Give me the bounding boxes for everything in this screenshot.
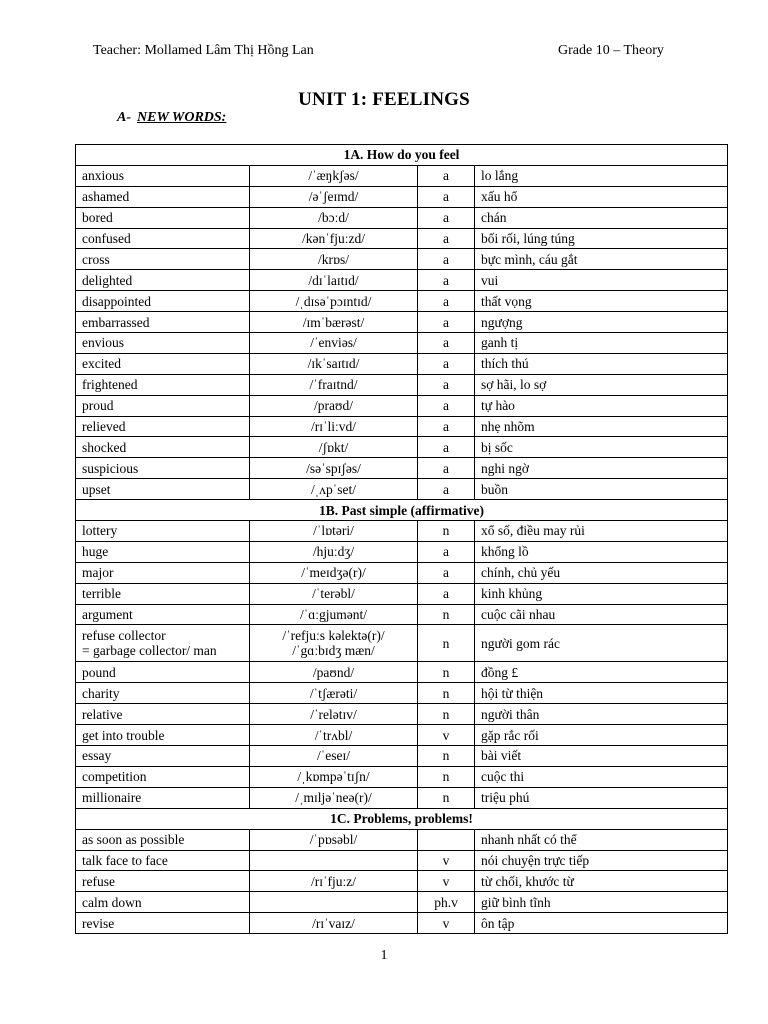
word-type-cell: a xyxy=(418,207,475,228)
vocab-row xyxy=(76,312,728,333)
group-heading: 1B. Past simple (affirmative) xyxy=(76,500,728,521)
word-cell xyxy=(76,683,250,704)
meaning-cell: cuộc thi xyxy=(475,766,728,787)
pronunciation-text: /ˈrefjuːs kəlektə(r)/ xyxy=(282,628,385,644)
vocab-row xyxy=(76,458,728,479)
word-text: terrible xyxy=(82,586,121,602)
page-title: UNIT 1: FEELINGS xyxy=(298,89,470,110)
pronunciation-text: /ˈrelətɪv/ xyxy=(310,706,357,722)
vocab-row xyxy=(76,625,728,662)
pronunciation-cell xyxy=(250,521,418,542)
pronunciation-cell xyxy=(250,913,418,934)
pronunciation-cell xyxy=(250,333,418,354)
vocab-row xyxy=(76,766,728,787)
word-cell xyxy=(76,850,250,871)
group-heading: 1A. How do you feel xyxy=(76,145,728,166)
word-text-alt: = garbage collector/ man xyxy=(82,643,217,659)
word-type-cell: a xyxy=(418,395,475,416)
word-cell xyxy=(76,625,250,662)
word-text: lottery xyxy=(82,523,118,539)
meaning-cell: nhanh nhất có thể xyxy=(475,829,728,850)
pronunciation-cell xyxy=(250,228,418,249)
pronunciation-cell xyxy=(250,829,418,850)
vocab-row xyxy=(76,850,728,871)
pronunciation-text: /rɪˈliːvd/ xyxy=(311,419,356,435)
pronunciation-text: /ˈɑːgjumənt/ xyxy=(299,607,368,623)
word-text: confused xyxy=(82,231,131,246)
word-cell xyxy=(76,291,250,312)
vocab-row xyxy=(76,437,728,458)
pronunciation-text-alt: /ˈgɑːbɪdʒ mæn/ xyxy=(292,643,375,659)
word-text: refuse xyxy=(82,873,115,889)
pronunciation-text: /əˈʃeɪmd/ xyxy=(308,189,359,205)
word-text: charity xyxy=(82,685,120,701)
pronunciation-text: /ˈfraɪtnd/ xyxy=(309,377,358,393)
word-text: huge xyxy=(82,544,109,560)
pronunciation-cell xyxy=(250,312,418,333)
word-type-cell: n xyxy=(418,683,475,704)
word-cell xyxy=(76,829,250,850)
word-type-cell xyxy=(418,829,475,850)
meaning-cell: chán xyxy=(475,207,728,228)
word-cell xyxy=(76,583,250,604)
pronunciation-text: /ˈpɒsəbl/ xyxy=(309,832,358,848)
pronunciation-cell xyxy=(250,353,418,374)
word-cell xyxy=(76,249,250,270)
vocab-row xyxy=(76,604,728,625)
pronunciation-text: /ˈtʃærəti/ xyxy=(309,685,358,701)
pronunciation-text: /ˈeseɪ/ xyxy=(317,748,350,764)
word-cell xyxy=(76,270,250,291)
pronunciation-cell xyxy=(250,270,418,291)
word-cell xyxy=(76,541,250,562)
word-type-cell: a xyxy=(418,374,475,395)
word-text: frightened xyxy=(82,377,138,393)
pronunciation-cell xyxy=(250,725,418,746)
word-cell xyxy=(76,913,250,934)
word-cell xyxy=(76,353,250,374)
vocabulary-table xyxy=(75,144,728,934)
word-text: revise xyxy=(82,915,115,931)
word-cell xyxy=(76,374,250,395)
vocab-row xyxy=(76,333,728,354)
word-text: ashamed xyxy=(82,189,130,205)
pronunciation-text: /hjuːdʒ/ xyxy=(312,544,355,560)
pronunciation-cell xyxy=(250,583,418,604)
pronunciation-cell xyxy=(250,787,418,808)
meaning-cell: triệu phú xyxy=(475,787,728,808)
word-text: major xyxy=(82,565,114,581)
vocab-row xyxy=(76,787,728,808)
pronunciation-cell xyxy=(250,186,418,207)
pronunciation-cell xyxy=(250,395,418,416)
pronunciation-cell xyxy=(250,625,418,662)
pronunciation-text: /praʊd/ xyxy=(314,398,353,414)
word-cell xyxy=(76,892,250,913)
word-text: bored xyxy=(82,210,113,226)
word-text: get into trouble xyxy=(82,727,165,743)
word-cell xyxy=(76,746,250,767)
meaning-cell: khổng lồ xyxy=(475,541,728,562)
pronunciation-text: /ˌdɪsəˈpɔɪntɪd/ xyxy=(295,293,372,309)
vocab-row xyxy=(76,871,728,892)
word-type-cell: v xyxy=(418,913,475,934)
meaning-cell: vui xyxy=(475,270,728,291)
word-text: excited xyxy=(82,356,121,372)
pronunciation-text: /ˈterəbl/ xyxy=(312,586,355,602)
vocab-row xyxy=(76,207,728,228)
word-text: calm down xyxy=(82,894,142,910)
vocab-row xyxy=(76,395,728,416)
meaning-cell: lo lắng xyxy=(475,165,728,186)
word-text: refuse collector xyxy=(82,628,166,644)
word-text: delighted xyxy=(82,272,133,288)
word-type-cell: a xyxy=(418,458,475,479)
pronunciation-cell xyxy=(250,249,418,270)
word-type-cell: a xyxy=(418,291,475,312)
pronunciation-text: /krɒs/ xyxy=(317,251,350,267)
pronunciation-text: /ˈlɒtəri/ xyxy=(313,523,354,539)
pronunciation-cell xyxy=(250,683,418,704)
pronunciation-cell xyxy=(250,416,418,437)
vocab-row xyxy=(76,541,728,562)
pronunciation-cell xyxy=(250,437,418,458)
word-cell xyxy=(76,165,250,186)
word-text: cross xyxy=(82,251,110,267)
pronunciation-text: /rɪˈfjuːz/ xyxy=(311,873,356,889)
vocab-row xyxy=(76,704,728,725)
vocab-row xyxy=(76,725,728,746)
vocab-row xyxy=(76,270,728,291)
word-cell xyxy=(76,333,250,354)
vocab-row xyxy=(76,416,728,437)
meaning-cell: buồn xyxy=(475,479,728,500)
word-cell xyxy=(76,766,250,787)
vocab-row xyxy=(76,374,728,395)
pronunciation-cell xyxy=(250,871,418,892)
word-type-cell: a xyxy=(418,562,475,583)
word-text: disappointed xyxy=(82,293,151,309)
word-cell xyxy=(76,479,250,500)
word-text: anxious xyxy=(82,168,124,184)
word-text: as soon as possible xyxy=(82,832,185,848)
word-type-cell: a xyxy=(418,583,475,604)
word-text: millionaire xyxy=(82,790,142,806)
word-cell xyxy=(76,395,250,416)
pronunciation-cell xyxy=(250,207,418,228)
pronunciation-cell xyxy=(250,604,418,625)
pronunciation-text: /paʊnd/ xyxy=(312,664,355,680)
vocab-row xyxy=(76,829,728,850)
pronunciation-cell xyxy=(250,165,418,186)
word-text: upset xyxy=(82,481,111,497)
word-type-cell: a xyxy=(418,353,475,374)
word-cell xyxy=(76,207,250,228)
word-cell xyxy=(76,458,250,479)
pronunciation-text: /ˈmeɪdʒə(r)/ xyxy=(301,565,366,581)
word-text: argument xyxy=(82,607,133,623)
vocab-row xyxy=(76,746,728,767)
word-type-cell: ph.v xyxy=(418,892,475,913)
word-type-cell: a xyxy=(418,479,475,500)
word-text: shocked xyxy=(82,439,127,455)
word-cell xyxy=(76,787,250,808)
pronunciation-cell xyxy=(250,766,418,787)
word-cell xyxy=(76,416,250,437)
word-text: competition xyxy=(82,769,147,785)
vocab-row xyxy=(76,683,728,704)
word-type-cell: v xyxy=(418,850,475,871)
word-type-cell: v xyxy=(418,871,475,892)
pronunciation-text: /dɪˈlaɪtɪd/ xyxy=(308,272,359,288)
word-type-cell: a xyxy=(418,312,475,333)
meaning-cell: xấu hổ xyxy=(475,186,728,207)
word-cell xyxy=(76,662,250,683)
group-heading-row xyxy=(76,500,728,521)
pronunciation-cell xyxy=(250,479,418,500)
teacher-header: Teacher: Mollamed Lâm Thị Hồng Lan xyxy=(93,43,314,58)
word-type-cell: a xyxy=(418,228,475,249)
meaning-cell: ôn tập xyxy=(475,913,728,934)
word-cell xyxy=(76,437,250,458)
meaning-cell: người gom rác xyxy=(475,625,728,662)
word-type-cell: n xyxy=(418,746,475,767)
vocab-row xyxy=(76,521,728,542)
meaning-cell: nghi ngờ xyxy=(475,458,728,479)
word-text: relative xyxy=(82,706,123,722)
vocab-row xyxy=(76,479,728,500)
section-prefix: A- xyxy=(117,110,131,125)
meaning-cell: hội từ thiện xyxy=(475,683,728,704)
pronunciation-text: /bɔːd/ xyxy=(318,210,349,226)
group-heading: 1C. Problems, problems! xyxy=(76,808,728,829)
vocab-row xyxy=(76,291,728,312)
pronunciation-cell xyxy=(250,291,418,312)
word-type-cell: n xyxy=(418,766,475,787)
word-type-cell: v xyxy=(418,725,475,746)
word-type-cell: n xyxy=(418,625,475,662)
pronunciation-text: /ˌmɪljəˈneə(r)/ xyxy=(295,790,372,806)
pronunciation-cell xyxy=(250,662,418,683)
word-text: envious xyxy=(82,335,124,351)
word-type-cell: a xyxy=(418,416,475,437)
meaning-cell: từ chối, khước từ xyxy=(475,871,728,892)
meaning-cell: bối rối, lúng túng xyxy=(475,228,728,249)
vocab-row xyxy=(76,583,728,604)
pronunciation-text: /ˈæŋkʃəs/ xyxy=(308,168,359,184)
word-text: suspicious xyxy=(82,460,139,476)
vocab-row xyxy=(76,186,728,207)
pronunciation-cell xyxy=(250,746,418,767)
pronunciation-text: /ˌkɒmpəˈtɪʃn/ xyxy=(297,769,370,785)
word-text: essay xyxy=(82,748,112,764)
word-type-cell: a xyxy=(418,186,475,207)
vocab-row xyxy=(76,249,728,270)
word-type-cell: a xyxy=(418,541,475,562)
meaning-cell: bị sốc xyxy=(475,437,728,458)
meaning-cell: đồng £ xyxy=(475,662,728,683)
word-type-cell: a xyxy=(418,249,475,270)
grade-header: Grade 10 – Theory xyxy=(558,43,664,58)
meaning-cell: nhẹ nhõm xyxy=(475,416,728,437)
word-text: pound xyxy=(82,664,116,680)
vocab-row xyxy=(76,165,728,186)
pronunciation-cell xyxy=(250,562,418,583)
meaning-cell: thích thú xyxy=(475,353,728,374)
vocab-row xyxy=(76,662,728,683)
word-type-cell: a xyxy=(418,333,475,354)
word-type-cell: n xyxy=(418,604,475,625)
word-text: embarrassed xyxy=(82,314,150,330)
pronunciation-cell xyxy=(250,458,418,479)
vocab-row xyxy=(76,892,728,913)
group-heading-row xyxy=(76,808,728,829)
meaning-cell: gặp rắc rối xyxy=(475,725,728,746)
pronunciation-text: /ˈenviəs/ xyxy=(310,335,357,351)
pronunciation-cell xyxy=(250,704,418,725)
word-type-cell: n xyxy=(418,787,475,808)
section-label: NEW WORDS: xyxy=(137,110,227,125)
meaning-cell: xổ số, điều may rủi xyxy=(475,521,728,542)
word-type-cell: n xyxy=(418,521,475,542)
word-type-cell: n xyxy=(418,704,475,725)
word-type-cell: n xyxy=(418,662,475,683)
vocab-row xyxy=(76,562,728,583)
meaning-cell: chính, chủ yếu xyxy=(475,562,728,583)
word-cell xyxy=(76,521,250,542)
vocab-row xyxy=(76,913,728,934)
word-cell xyxy=(76,725,250,746)
pronunciation-cell xyxy=(250,892,418,913)
pronunciation-text: /səˈspɪʃəs/ xyxy=(306,460,361,476)
word-cell xyxy=(76,228,250,249)
pronunciation-text: /kənˈfjuːzd/ xyxy=(302,231,365,246)
meaning-cell: sợ hãi, lo sợ xyxy=(475,374,728,395)
pronunciation-text: /ʃɒkt/ xyxy=(318,439,349,455)
vocabulary-table-body xyxy=(76,145,728,934)
word-text: proud xyxy=(82,398,114,414)
section-heading xyxy=(117,110,226,126)
meaning-cell: cuộc cãi nhau xyxy=(475,604,728,625)
pronunciation-cell xyxy=(250,850,418,871)
pronunciation-text: /ɪmˈbærəst/ xyxy=(302,314,365,330)
word-cell xyxy=(76,312,250,333)
word-type-cell: a xyxy=(418,165,475,186)
meaning-cell: bài viết xyxy=(475,746,728,767)
group-heading-row xyxy=(76,145,728,166)
pronunciation-text: /ˌʌpˈset/ xyxy=(311,481,356,497)
vocab-row xyxy=(76,228,728,249)
meaning-cell: thất vọng xyxy=(475,291,728,312)
pronunciation-cell xyxy=(250,374,418,395)
page-number: 1 xyxy=(380,948,388,963)
pronunciation-text: /ɪkˈsaɪtɪd/ xyxy=(307,356,360,372)
meaning-cell: giữ bình tĩnh xyxy=(475,892,728,913)
word-text: talk face to face xyxy=(82,852,168,868)
meaning-cell: kinh khủng xyxy=(475,583,728,604)
pronunciation-cell xyxy=(250,541,418,562)
meaning-cell: ganh tị xyxy=(475,333,728,354)
meaning-cell: người thân xyxy=(475,704,728,725)
word-cell xyxy=(76,562,250,583)
word-type-cell: a xyxy=(418,437,475,458)
pronunciation-text: /ˈtrʌbl/ xyxy=(314,727,353,743)
pronunciation-text: /rɪˈvaɪz/ xyxy=(312,915,355,931)
meaning-cell: tự hào xyxy=(475,395,728,416)
word-cell xyxy=(76,186,250,207)
word-cell xyxy=(76,604,250,625)
word-cell xyxy=(76,704,250,725)
meaning-cell: ngượng xyxy=(475,312,728,333)
word-text: relieved xyxy=(82,419,126,435)
meaning-cell: nói chuyện trực tiếp xyxy=(475,850,728,871)
word-cell xyxy=(76,871,250,892)
meaning-cell: bực mình, cáu gắt xyxy=(475,249,728,270)
vocab-row xyxy=(76,353,728,374)
word-type-cell: a xyxy=(418,270,475,291)
